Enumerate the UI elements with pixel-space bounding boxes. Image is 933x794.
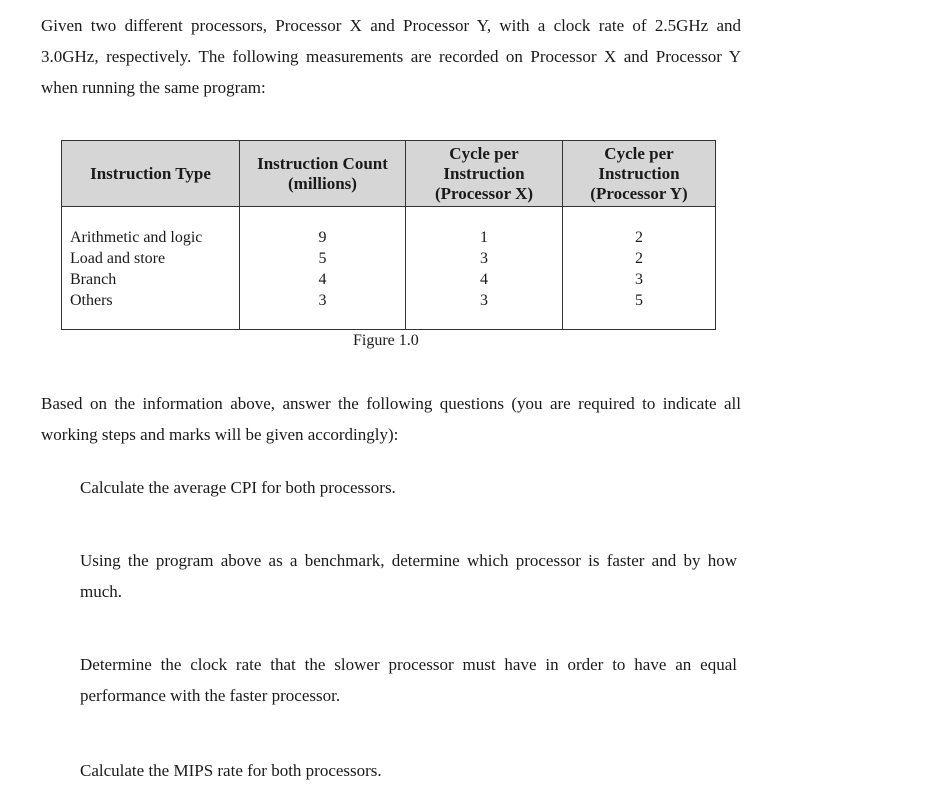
header-line: (Processor X) <box>434 183 534 203</box>
cell-cpi-y: 2 <box>635 250 643 267</box>
cell-cpi-y: 3 <box>635 271 643 288</box>
header-instruction-type <box>62 141 239 206</box>
question-2: Using the program above as a benchmark, determine which processor is faster and by how much. <box>80 551 737 601</box>
header-line: (Processor Y) <box>590 183 688 203</box>
column-instruction-type <box>70 227 235 311</box>
cell-cpi-y: 5 <box>635 292 643 309</box>
column-instruction-count <box>240 227 405 311</box>
cell-count: 4 <box>318 271 327 288</box>
cell-type: Others <box>70 292 113 309</box>
column-cpi-processor-x <box>406 227 562 311</box>
figure-caption: Figure 1.0 <box>353 332 419 349</box>
header-line: (millions) <box>288 173 357 193</box>
cell-count: 9 <box>318 229 327 246</box>
cell-type: Branch <box>70 271 117 288</box>
question-4: Calculate the MIPS rate for both processors. <box>80 761 382 780</box>
header-line: Cycle per <box>604 143 674 163</box>
header-cpi-processor-y <box>563 141 715 206</box>
cell-type: Arithmetic and logic <box>70 229 203 246</box>
cell-cpi-x: 1 <box>480 229 488 246</box>
cell-count: 5 <box>318 250 327 267</box>
question-3: Determine the clock rate that the slower processor must have in order to have an equal performance with the faster processor. <box>80 655 737 705</box>
header-line: Cycle per <box>449 143 519 163</box>
intro-paragraph: Given two different processors, Processor X and Processor Y, with a clock rate of 2.5GHz and 3.0GHz, respectively. The following measurements are recorded on Processor X and Processor Y when running the same program: <box>41 16 741 97</box>
cell-count: 3 <box>318 292 327 309</box>
cell-cpi-x: 3 <box>480 292 488 309</box>
header-line: Instruction Type <box>90 163 211 183</box>
cell-type: Load and store <box>70 250 166 267</box>
header-instruction-count <box>240 141 405 206</box>
header-line: Instruction <box>598 163 680 183</box>
question-1: Calculate the average CPI for both processors. <box>80 478 396 497</box>
header-cpi-processor-x <box>406 141 562 206</box>
cell-cpi-x: 4 <box>480 271 488 288</box>
instructions-paragraph: Based on the information above, answer the following questions (you are required to indicate all working steps and marks will be given accordingly): <box>41 394 741 444</box>
instruction-table <box>61 140 716 330</box>
header-line: Instruction <box>443 163 525 183</box>
cell-cpi-x: 3 <box>480 250 488 267</box>
column-cpi-processor-y <box>563 227 715 311</box>
cell-cpi-y: 2 <box>635 229 643 246</box>
header-line: Instruction Count <box>257 153 388 173</box>
